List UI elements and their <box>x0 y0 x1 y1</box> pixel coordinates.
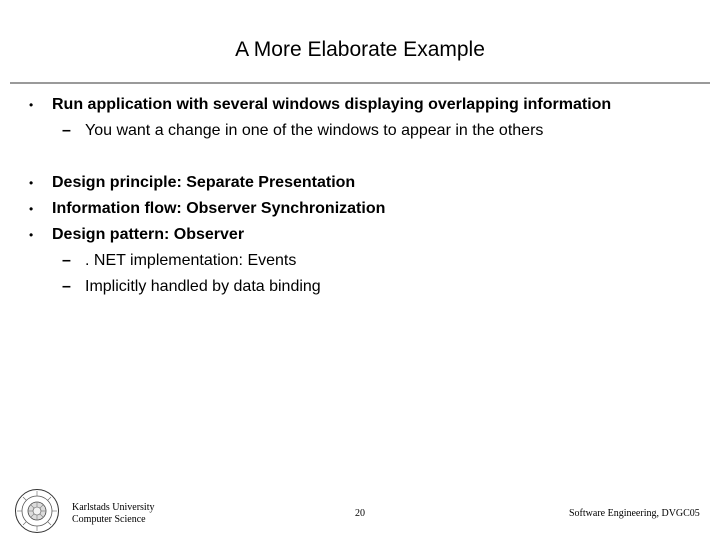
page-number: 20 <box>355 508 365 519</box>
university-seal-logo <box>14 488 60 534</box>
bullet-text: Information flow: Observer Synchronization <box>52 200 386 217</box>
sub-bullet-text: Implicitly handled by data binding <box>85 278 321 295</box>
sub-bullet-text: . NET implementation: Events <box>85 252 297 269</box>
title-divider <box>10 82 710 84</box>
university-name <box>72 502 155 526</box>
university-line-2: Computer Science <box>72 514 146 525</box>
bullet-marker: • <box>29 176 34 190</box>
sub-bullet-dash: – <box>62 122 71 139</box>
bullet-marker: • <box>29 228 34 242</box>
course-name: Software Engineering, DVGC05 <box>569 508 700 519</box>
bullet-marker: • <box>29 202 34 216</box>
bullet-text: Design pattern: Observer <box>52 226 245 243</box>
sub-bullet-dash: – <box>62 252 71 269</box>
bullet-text: Design principle: Separate Presentation <box>52 174 356 191</box>
sub-bullet-dash: – <box>62 278 71 295</box>
sub-bullet-text: You want a change in one of the windows to appear in the others <box>85 122 544 139</box>
slide-title: A More Elaborate Example <box>235 38 485 61</box>
bullet-marker: • <box>29 98 34 112</box>
university-line-1: Karlstads University <box>72 502 155 513</box>
bullet-text: Run application with several windows displaying overlapping information <box>52 96 612 113</box>
